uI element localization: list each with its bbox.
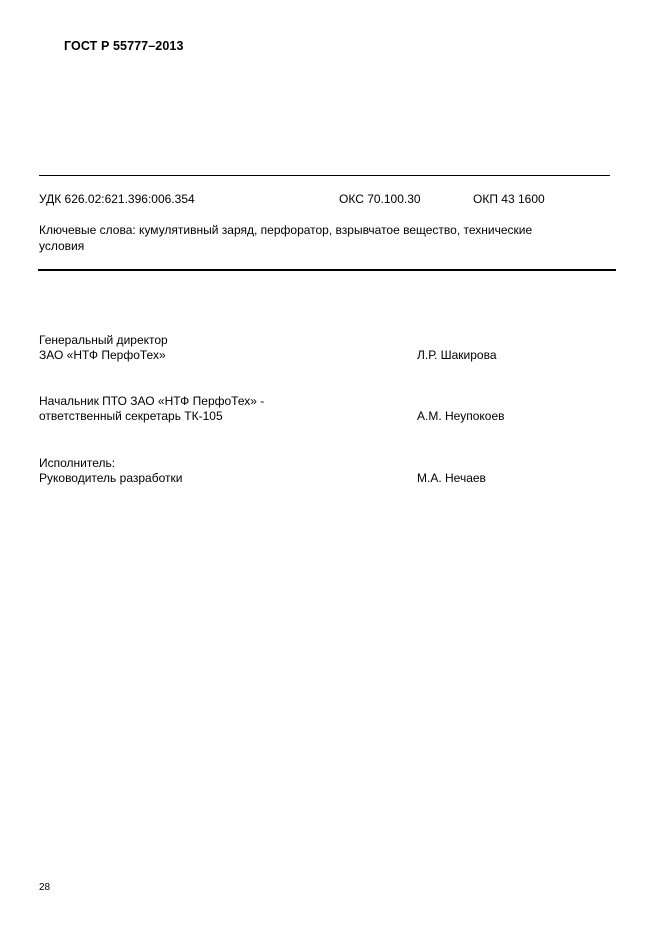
- signatory-role: [39, 394, 379, 424]
- role-organization: ЗАО «НТФ ПерфоТех»: [39, 348, 166, 362]
- top-divider: [39, 175, 610, 176]
- role-title: Исполнитель:: [39, 456, 116, 470]
- role-title: Генеральный директор: [39, 333, 168, 347]
- okp-code: ОКП 43 1600: [473, 192, 545, 206]
- signatory-role: [39, 333, 379, 363]
- keywords-block: [39, 222, 599, 254]
- signatory-role: [39, 456, 379, 486]
- page-number: 28: [39, 882, 51, 893]
- keywords-line: условия: [39, 239, 85, 253]
- signatory-name: Л.Р. Шакирова: [417, 348, 497, 362]
- signatory-name: А.М. Неупокоев: [417, 409, 505, 423]
- oks-code: ОКС 70.100.30: [339, 192, 421, 206]
- role-title: Начальник ПТО ЗАО «НТФ ПерфоТех» -: [39, 394, 265, 408]
- standard-designation: ГОСТ Р 55777–2013: [64, 39, 184, 53]
- role-organization: ответственный секретарь ТК-105: [39, 409, 223, 423]
- bottom-divider: [38, 269, 616, 271]
- role-organization: Руководитель разработки: [39, 471, 183, 485]
- signatory-name: М.А. Нечаев: [417, 471, 486, 485]
- keywords-line: Ключевые слова: кумулятивный заряд, перфоратор, взрывчатое вещество, технические: [39, 223, 533, 237]
- udk-code: УДК 626.02:621.396:006.354: [39, 192, 195, 206]
